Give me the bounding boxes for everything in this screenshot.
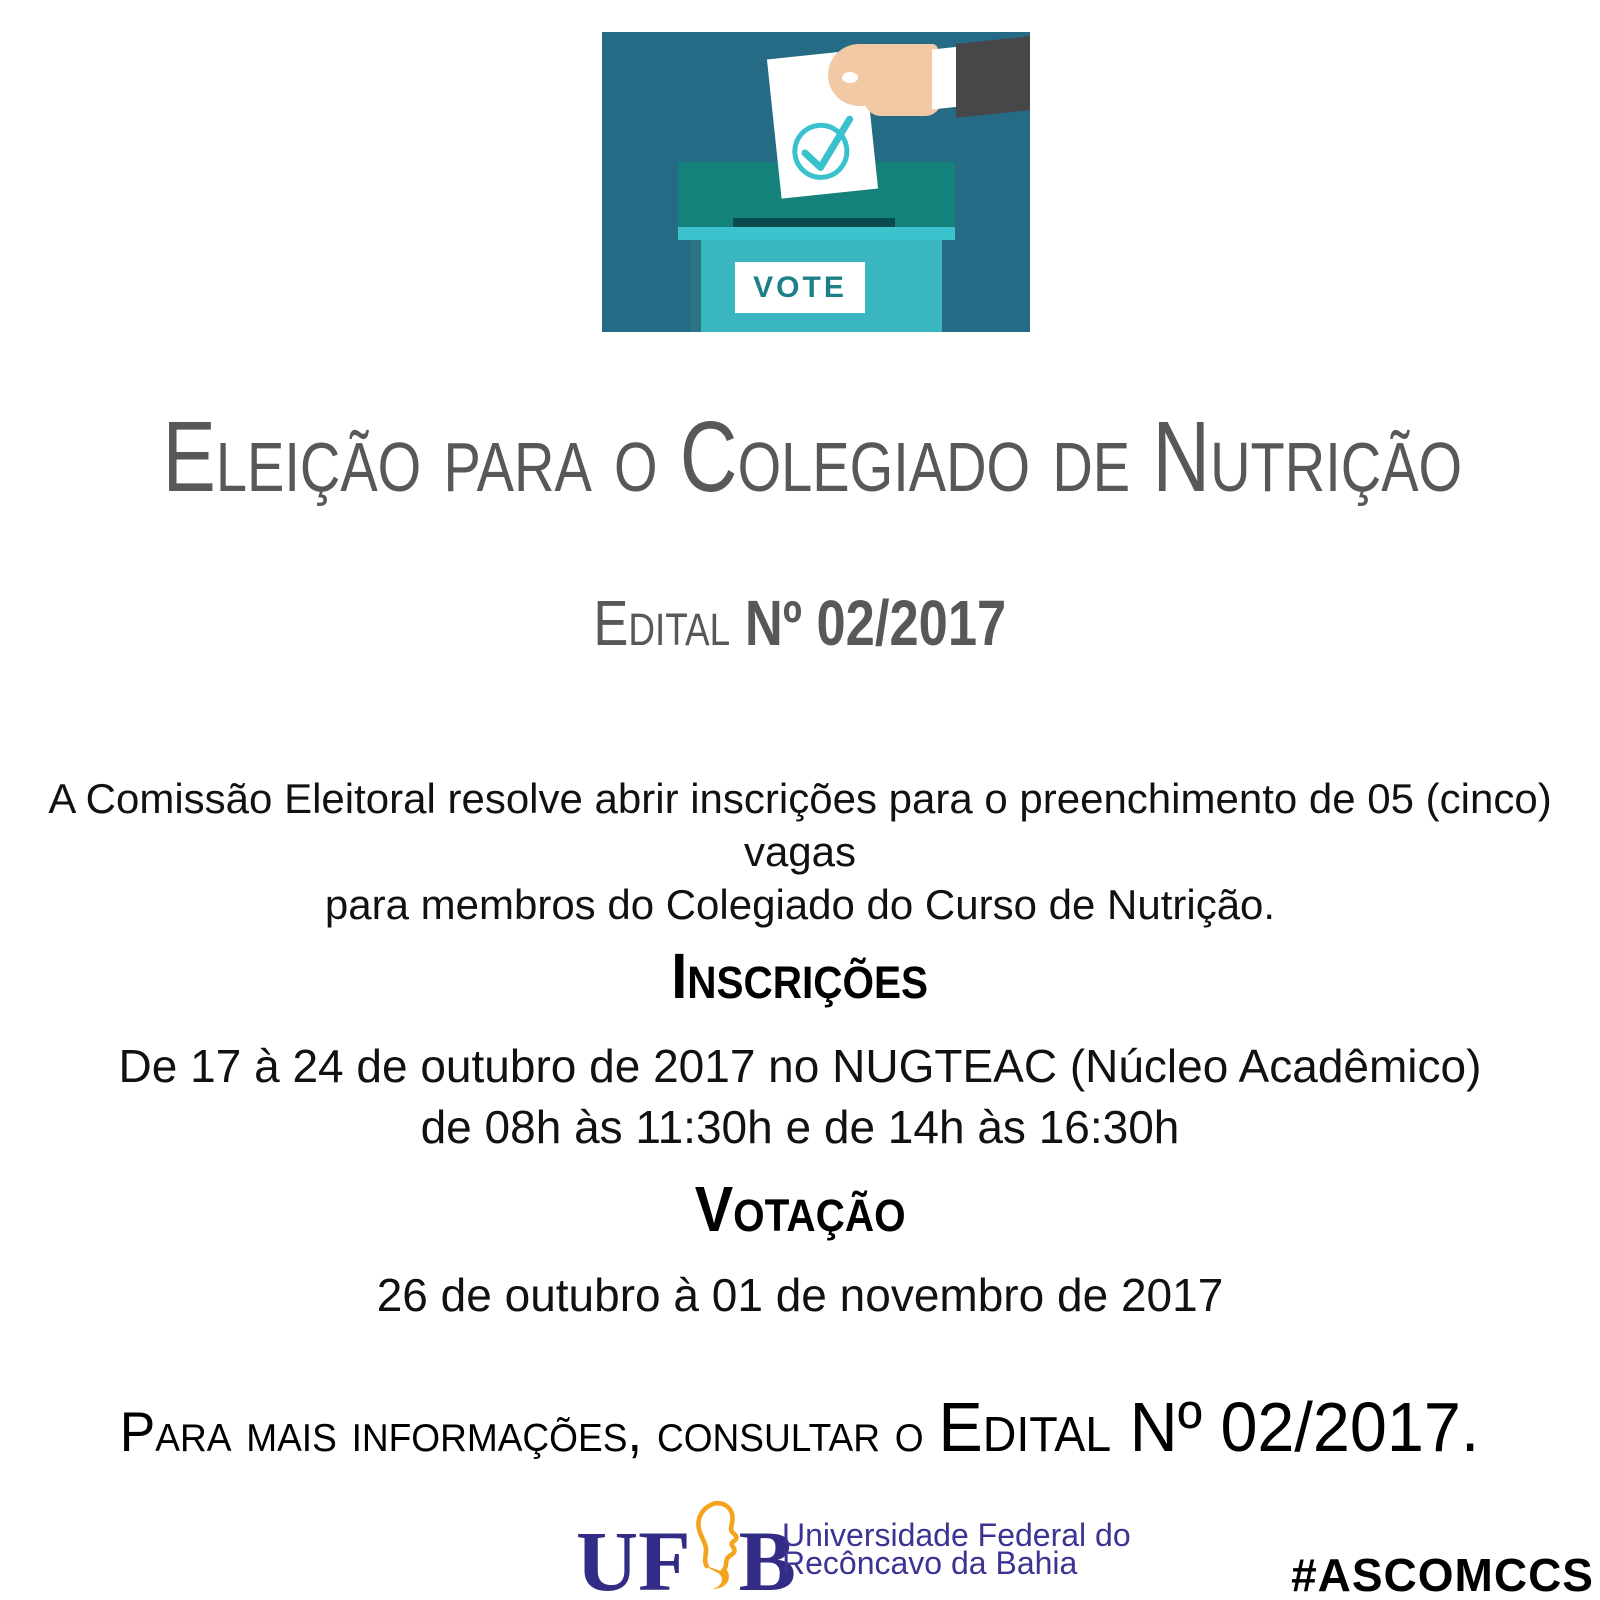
- inscricoes-line-1: De 17 à 24 de outubro de 2017 no NUGTEAC (Núcleo Acadêmico): [118, 1040, 1482, 1092]
- ufrb-logo: [576, 1498, 796, 1600]
- ballot-box-shadow: [690, 240, 701, 332]
- logo-letters-uf: UF: [576, 1513, 691, 1600]
- logo-letter-b: B: [738, 1513, 797, 1600]
- edital-label: Edital: [593, 587, 731, 659]
- face-profile-icon: [687, 1498, 745, 1590]
- more-info-highlight: Edital Nº 02/2017.: [938, 1388, 1480, 1466]
- inscricoes-line-2: de 08h às 11:30h e de 14h às 16:30h: [420, 1101, 1180, 1153]
- intro-paragraph: [0, 772, 1600, 931]
- logo-org-name: [782, 1517, 1131, 1581]
- inscricoes-details: [0, 1036, 1600, 1158]
- vote-plaque: [735, 262, 865, 313]
- ballot-box-lip: [678, 227, 955, 240]
- hashtag: #ASCOMCCS: [1291, 1549, 1594, 1600]
- votacao-details: [0, 1265, 1600, 1326]
- logo-org-line-1: Universidade Federal do: [782, 1517, 1131, 1553]
- intro-line-2: para membros do Colegiado do Curso de Nutrição.: [324, 881, 1276, 928]
- votacao-line-1: 26 de outubro à 01 de novembro de 2017: [376, 1269, 1224, 1321]
- more-info-line: [0, 1387, 1600, 1472]
- intro-line-1: A Comissão Eleitoral resolve abrir inscrições para o preenchimento de 05 (cinco) vagas: [48, 775, 1552, 875]
- edital-heading: [0, 585, 1600, 662]
- suit-sleeve: [956, 36, 1030, 118]
- page-title: [0, 402, 1600, 512]
- check-icon: [783, 108, 867, 192]
- page-title-text: Eleição para o Colegiado de Nutrição: [162, 401, 1463, 513]
- ballot-box-slot: [733, 218, 895, 227]
- fingernail: [842, 72, 858, 83]
- more-info-prefix: Para mais informações, consultar o: [120, 1400, 939, 1463]
- votacao-heading: Votação: [694, 1173, 906, 1245]
- ballot-box-illustration: [602, 32, 1030, 332]
- vote-plaque-label: VOTE: [753, 271, 847, 304]
- edital-number: Nº 02/2017: [745, 587, 1007, 659]
- inscricoes-heading: Inscrições: [671, 940, 929, 1012]
- logo-org-line-2: Recôncavo da Bahia: [782, 1545, 1078, 1581]
